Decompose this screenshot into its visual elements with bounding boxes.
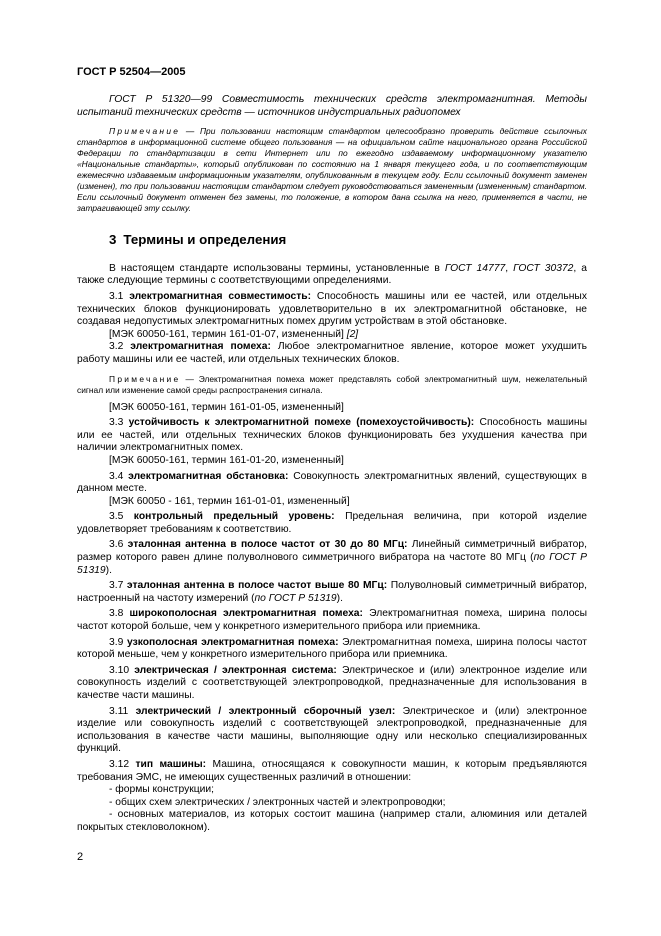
note-text: — Электромагнитная помеха может представлять собой электромагнитный шум, нежелательный сигнал или изменение самой среды распространения сигнала. [77,373,587,395]
term-number: 3.2 [109,341,124,353]
term-definition: Электрическое и (или) электронное изделие или совокупность изделий с соответствующей электропроводкой, предназначенные для использования в качестве части машины. [77,664,587,701]
source-text: [МЭК 60050-161, термин 161-01-07, измененный] [109,328,347,340]
note-block-2 [77,374,587,396]
term-definition: Любое электромагнитное явление, которое может ухудшить работу машины или ее частей, или отдельных технических блоков. [77,341,587,365]
term-source: [МЭК 60050 - 161, термин 161-01-01, измененный] [109,495,350,507]
intro-text: В настоящем стандарте использованы термины, установленные в [109,262,445,274]
document-header-code: ГОСТ Р 52504—2005 [77,66,186,78]
term-definition: Полуволновый симметричный вибратор, настроенный на частоту измерений ( [77,580,587,604]
term-name: устойчивость к электромагнитной помехе (помехоустойчивость): [128,417,475,429]
term-name: контрольный предельный уровень: [133,511,335,523]
term-3-10 [77,665,587,703]
term-3-12 [77,759,587,784]
term-source [77,329,587,342]
term-definition: Электромагнитная помеха, ширина полосы частот которой меньше, чем у конкретного измерительного прибора или приемника. [77,636,587,661]
page-number: 2 [77,851,84,863]
term-number: 3.4 [109,470,124,482]
term-3-6 [77,539,587,577]
term-3-8 [77,608,587,633]
term-number: 3.1 [109,290,124,302]
document-body [77,94,587,835]
term-3-11 [77,706,587,756]
term-3-4 [77,471,587,496]
term-definition: Электромагнитная помеха, ширина полосы частот которой больше, чем у конкретного измерительного прибора или приемника. [77,608,587,633]
term-definition: Предельная величина, при которой изделие удовлетворяет требованиям к соответствию. [77,511,587,535]
term-3-2 [77,341,587,366]
intro-ref-gost-14777: ГОСТ 14777 [444,262,506,274]
term-definition: Машина, относящаяся к совокупности машин, к которым предъявляются требования ЭМС, не имеющих существенных различий в отношении: [77,758,587,783]
term-name: тип машины: [135,758,207,770]
term-name: узкополосная электромагнитная помеха: [126,636,339,648]
term-definition: Способность машины или ее частей, или отдельных технических блоков функционировать удовлетворительно в их электромагнитной обстановке, не создавая недопустимых электромагнитных помех другим устройствам в этой обстановке. [77,290,587,328]
note-block-1 [77,126,587,214]
section-title: Термины и определения [123,232,287,248]
intro-sep: , [505,262,514,274]
term-ref: по ГОСТ Р 51319 [254,592,337,604]
term-name: электромагнитная обстановка: [128,470,289,482]
term-number: 3.6 [109,539,124,551]
term-name: эталонная антенна в полосе частот выше 80 МГц: [126,580,388,592]
term-number: 3.7 [109,580,124,592]
intro-end: , а также следующие термины с соответствующими определениями. [77,262,587,287]
term-end: ). [336,592,343,604]
list-item: - общих схем электрических / электронных частей и электропроводки; [109,796,446,808]
term-ref: по ГОСТ Р 51319 [77,552,587,576]
term-definition: Линейный симметричный вибратор, размер которого равен длине полуволнового симметричного вибратора на частоте 80 МГц ( [77,539,587,564]
term-3-1 [77,291,587,329]
term-definition: Способность машины или ее частей, или отдельных технических блоков функционировать без ухудшения качества при наличии электромагнитных помех. [77,417,587,454]
term-number: 3.5 [109,511,124,523]
term-end: ). [105,564,112,576]
intro-ref-gost-30372: ГОСТ 30372 [513,262,574,274]
term-number: 3.3 [109,417,124,429]
term-source: [МЭК 60050-161, термин 161-01-05, измененный] [109,401,344,413]
term-name: электрическая / электронная система: [134,664,337,676]
referenced-standard: ГОСТ Р 51320—99 Совместимость технических средств электромагнитная. Методы испытаний технических средств — источников индустриальных радиопомех [77,94,587,118]
note-label: Примечание [109,126,181,137]
term-number: 3.11 [109,705,129,717]
term-3-9 [77,637,587,662]
section-number: 3 [109,232,117,248]
term-3-7 [77,580,587,605]
term-number: 3.10 [109,664,130,676]
term-number: 3.9 [109,636,124,648]
term-number: 3.12 [109,758,130,770]
term-name: электромагнитная совместимость: [129,290,312,302]
list-item: - формы конструкции; [109,784,214,796]
term-3-3 [77,417,587,455]
term-source: [МЭК 60050-161, термин 161-01-20, измененный] [109,454,344,466]
note-text: — При пользовании настоящим стандартом целесообразно проверить действие ссылочных стандартов в информационной системе общего пользования — на официальном сайте национального органа Российской Федерации по стандартизации в сети Интернет или по ежегодно издаваемому информационному указателю «Национальные стандарты», который опубликован по состоянию на 1 января текущего года, и по соответствующим ежемесячно издаваемым информационным указателям, опубликованным в текущем году. Если ссылочный документ заменен (изменен), то при пользовании настоящим стандартом следует руководствоваться замененным (измененным) стандартом. Если ссылочный документ отменен без замены, то положение, в котором дана ссылка на него, применяется в части, не затрагивающей эту ссылку. [77,126,587,214]
term-name: эталонная антенна в полосе частот от 30 до 80 МГц: [127,539,408,551]
section-intro [77,263,587,288]
term-definition: Электрическое и (или) электронное изделие или совокупность изделий с соответствующей электропроводкой, предназначенные для использования в качестве части машины, выполняющие одну или несколько специализированных функций. [77,705,587,755]
term-definition: Совокупность электромагнитных явлений, существующих в данном месте. [77,470,588,495]
term-name: широкополосная электромагнитная помеха: [129,608,363,620]
bibliography-ref: [2] [346,328,359,340]
term-number: 3.8 [109,608,124,620]
list-item: - основных материалов, из которых состоит машина (например стали, алюминия или деталей покрытых стекловолокном). [77,809,587,833]
term-name: электромагнитная помеха: [130,341,271,353]
section-heading [109,234,587,247]
note-label: Примечание [109,373,181,384]
term-name: электрический / электронный сборочный узел: [135,705,396,717]
term-3-5 [77,511,587,536]
